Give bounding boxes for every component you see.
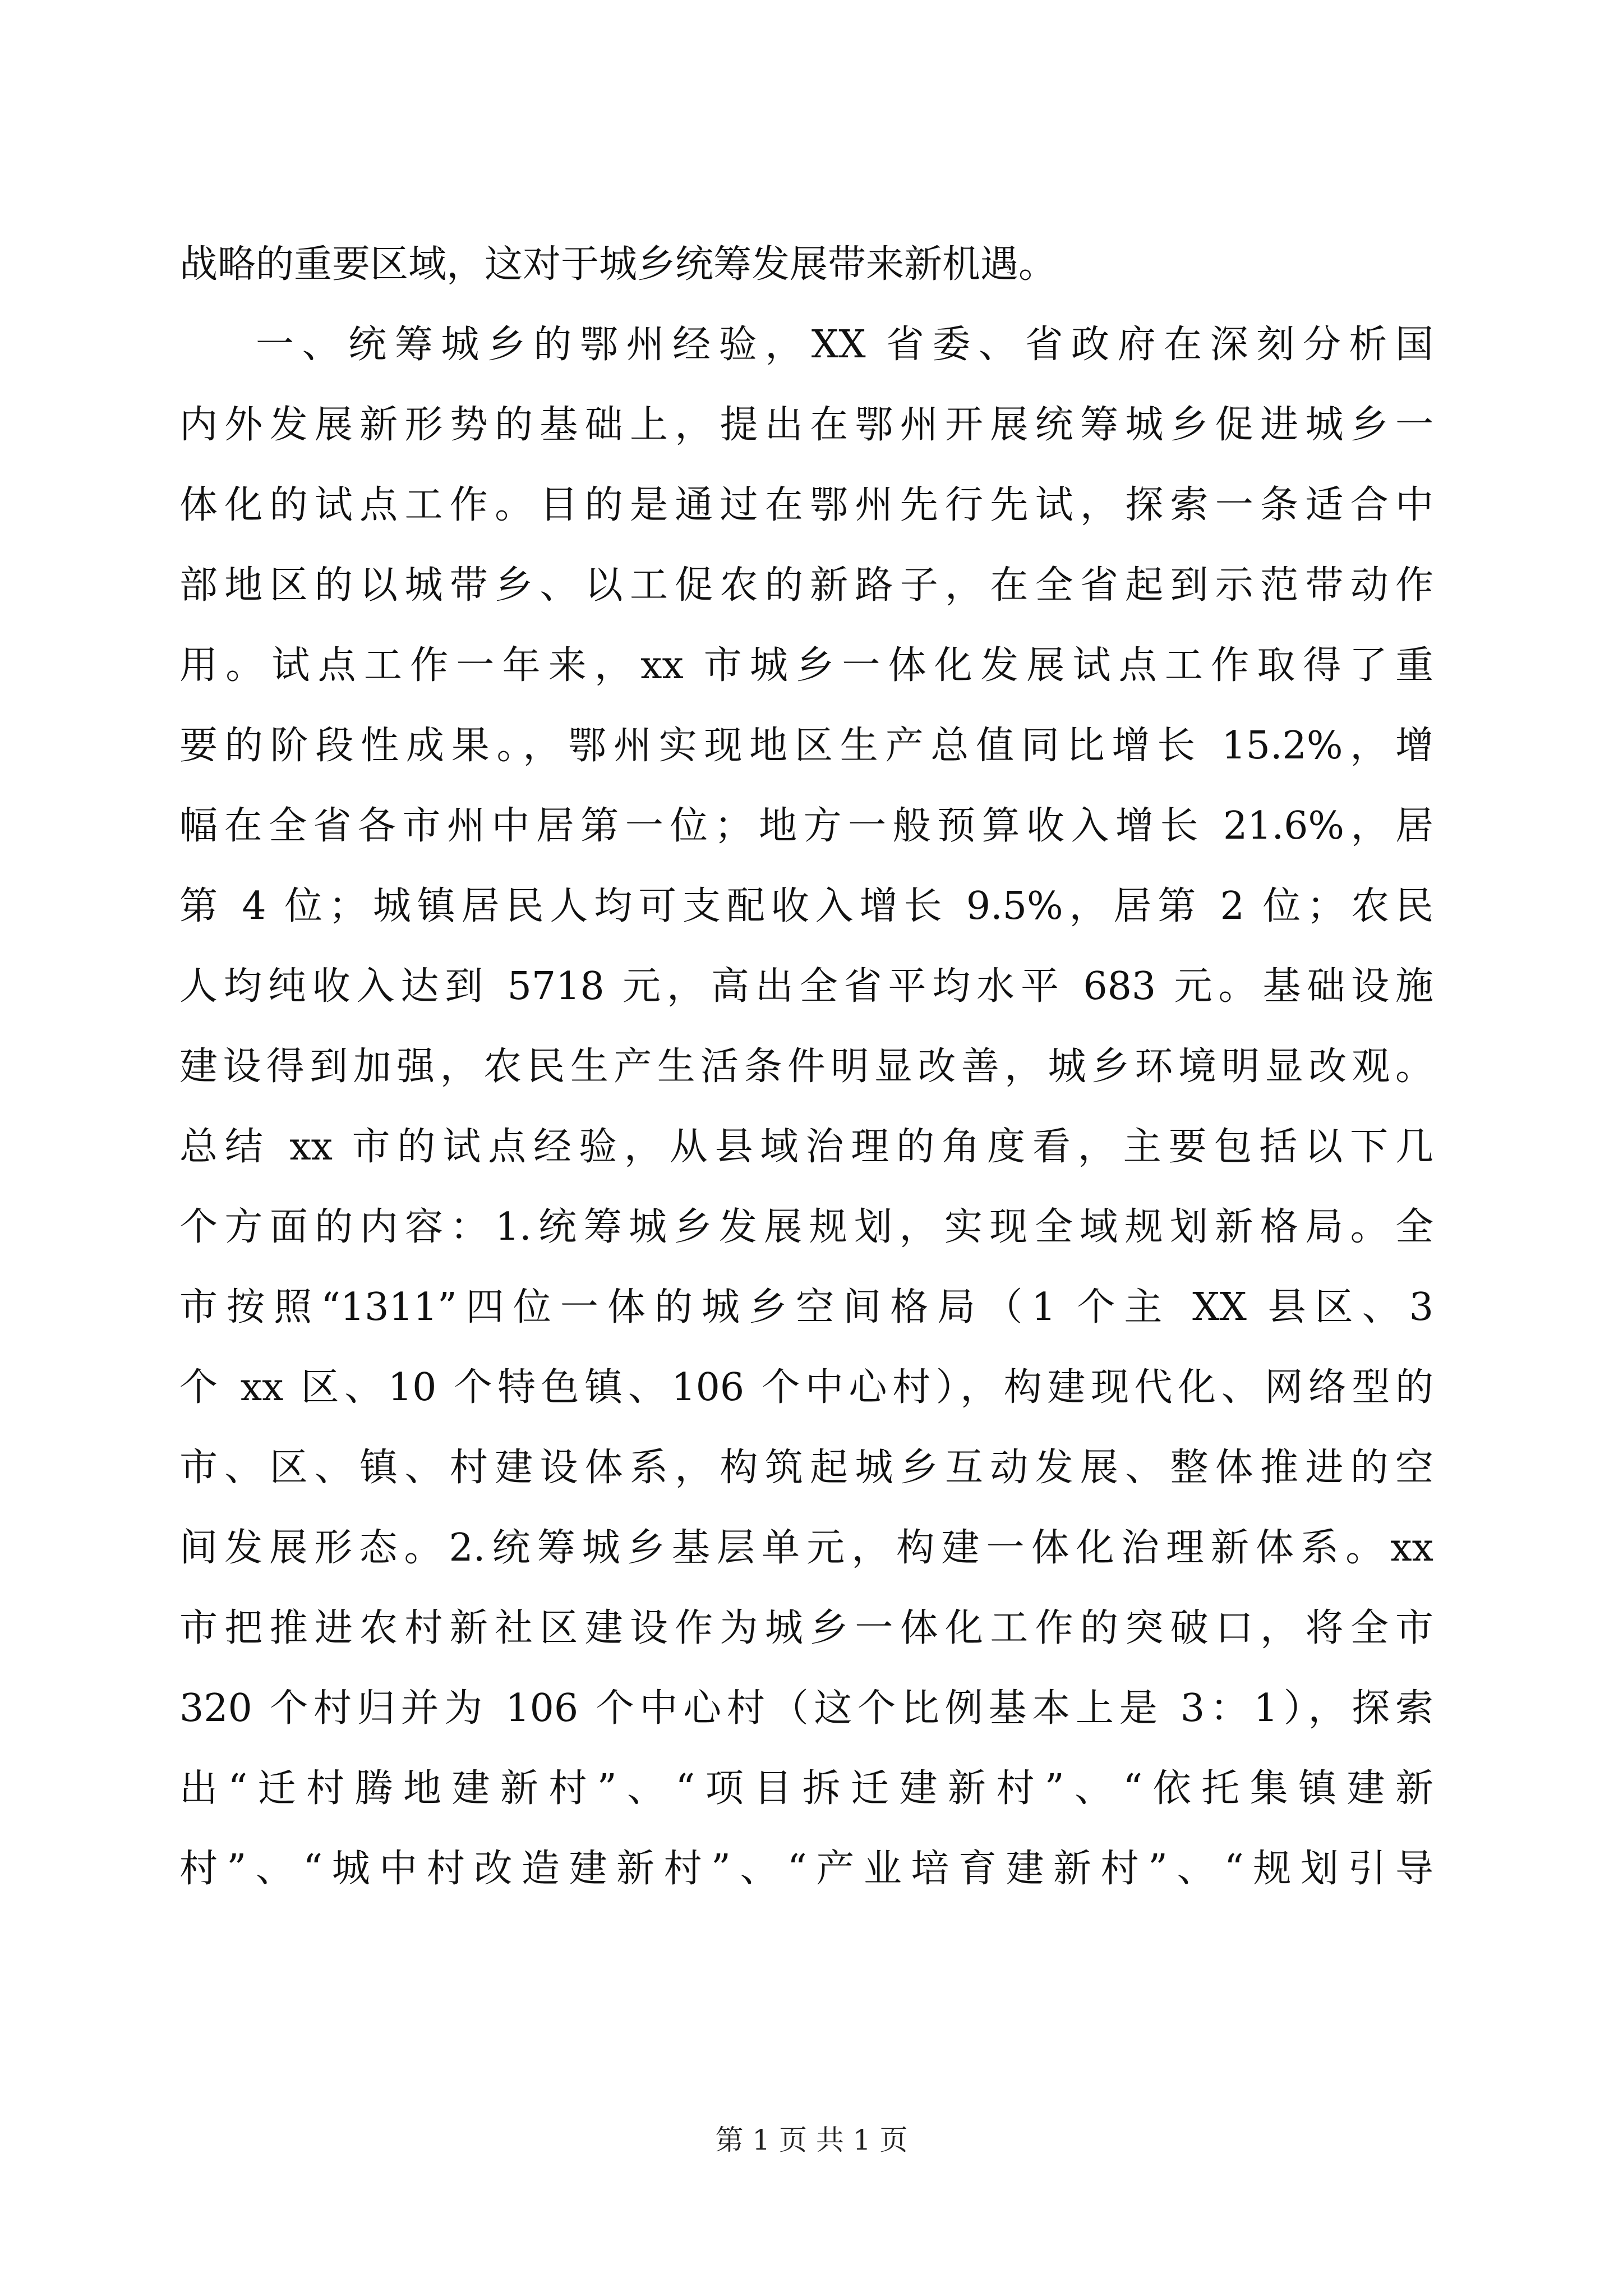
body-text (179, 224, 1433, 1909)
text-line: 320 个村归并为 106 个中心村（这个比例基本上是 3：1），探索 (179, 1686, 1433, 1731)
text-line: 用。试点工作一年来，xx 市城乡一体化发展试点工作取得了重 (179, 643, 1433, 688)
text-line: 总结 xx 市的试点经验，从县域治理的角度看，主要包括以下几 (179, 1125, 1433, 1169)
text-line: 建设得到加强，农民生产生活条件明显改善，城乡环境明显改观。 (179, 1045, 1433, 1089)
text-line: 间发展形态。2.统筹城乡基层单元，构建一体化治理新体系。xx (179, 1526, 1433, 1570)
text-line: 人均纯收入达到 5718 元，高出全省平均水平 683 元。基础设施 (179, 964, 1433, 1009)
text-line: 部地区的以城带乡、以工促农的新路子，在全省起到示范带动作 (179, 563, 1433, 608)
text-line: 幅在全省各市州中居第一位；地方一般预算收入增长 21.6%，居 (179, 804, 1433, 848)
text-line: 市、区、镇、村建设体系，构筑起城乡互动发展、整体推进的空 (179, 1446, 1433, 1490)
text-line: 第 4 位；城镇居民人均可支配收入增长 9.5%，居第 2 位；农民 (179, 884, 1433, 928)
text-line: 一、统筹城乡的鄂州经验，XX 省委、省政府在深刻分析国 (256, 323, 1433, 367)
text-line: 市把推进农村新社区建设作为城乡一体化工作的突破口，将全市 (179, 1606, 1433, 1650)
text-line: 出“迁村腾地建新村”、“项目拆迁建新村”、“依托集镇建新 (179, 1766, 1433, 1811)
text-line: 市按照“1311”四位一体的城乡空间格局（1 个主 XX 县区、3 (179, 1285, 1433, 1329)
text-line: 战略的重要区域，这对于城乡统筹发展带来新机遇。 (179, 242, 1057, 287)
text-line: 要的阶段性成果。，鄂州实现地区生产总值同比增长 15.2%，增 (179, 724, 1433, 768)
text-line: 个方面的内容：1.统筹城乡发展规划，实现全域规划新格局。全 (179, 1205, 1433, 1249)
page-footer (0, 2120, 1623, 2160)
text-line: 内外发展新形势的基础上，提出在鄂州开展统筹城乡促进城乡一 (179, 403, 1433, 447)
page-number: 第 1 页 共 1 页 (715, 2124, 908, 2156)
text-line: 个 xx 区、10 个特色镇、106 个中心村），构建现代化、网络型的 (179, 1365, 1433, 1410)
text-line: 体化的试点工作。目的是通过在鄂州先行先试，探索一条适合中 (179, 483, 1433, 527)
text-line: 村”、“城中村改造建新村”、“产业培育建新村”、“规划引导 (179, 1847, 1433, 1891)
